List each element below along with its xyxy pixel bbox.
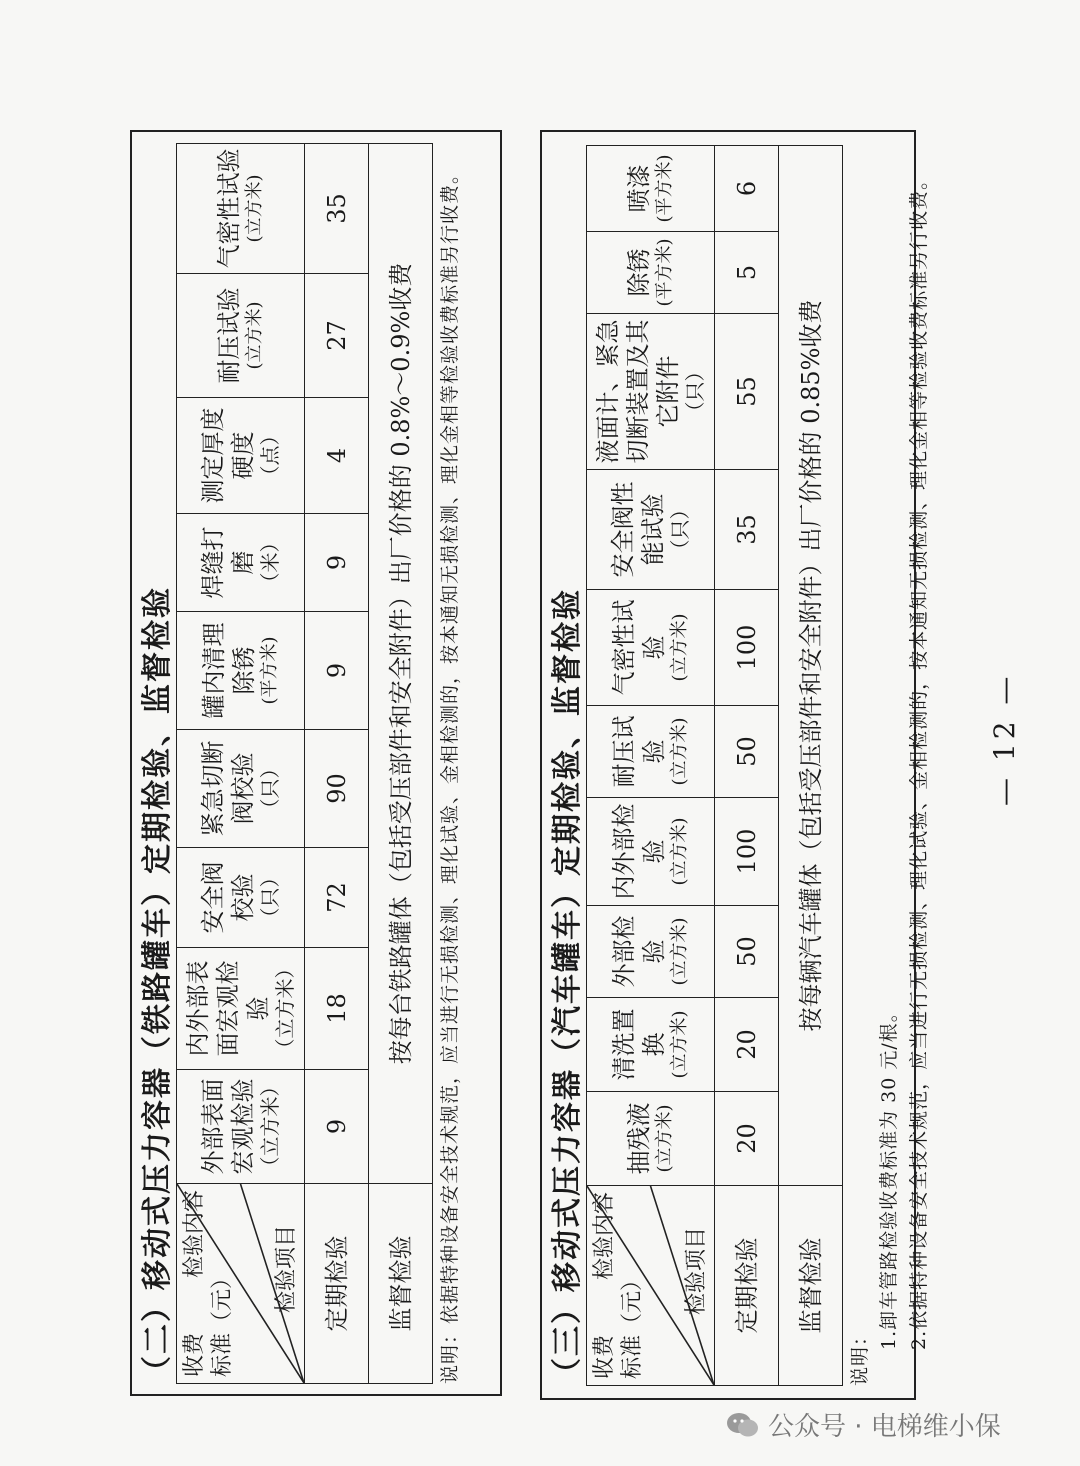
rail-val-4: 9	[305, 612, 369, 730]
truck-row1-label: 定期检验	[715, 1186, 779, 1386]
rail-title: （二）移动式压力容器（铁路罐车）定期检验、监督检验	[140, 586, 175, 1386]
rail-val-6: 4	[305, 398, 369, 514]
truck-header-1: 清洗置换 (立方米)	[587, 998, 715, 1092]
truck-val-7: 55	[715, 314, 779, 470]
truck-val-9: 6	[715, 146, 779, 232]
rail-header-4: 罐内清理除锈 (平方米)	[177, 612, 305, 730]
rail-corner-mid2: 标准（元）	[210, 1266, 235, 1377]
truck-val-0: 20	[715, 1092, 779, 1186]
truck-corner-mid1: 收费	[592, 1334, 617, 1379]
truck-val-6: 35	[715, 470, 779, 590]
wechat-icon	[726, 1412, 760, 1438]
truck-row-periodic	[715, 146, 779, 1386]
truck-note-2: 2.依据特种设备安全技术规范，应当进行无损检测、理化试验、金相检测的，按本通知无损检测、理化金相等检验收费标准另行收费。	[907, 169, 930, 1350]
rail-header-2: 安全阀校验 （只）	[177, 848, 305, 948]
truck-note-1: 1.卸车管路检验收费标准为 30 元/根。	[878, 1002, 901, 1350]
truck-header-9: 喷漆 (平方米)	[587, 146, 715, 232]
truck-row2-label: 监督检验	[779, 1186, 843, 1386]
rail-row2-label: 监督检验	[369, 1184, 433, 1384]
truck-corner-top: 检验内容	[592, 1192, 617, 1281]
truck-val-4: 50	[715, 706, 779, 798]
rail-val-0: 9	[305, 1070, 369, 1184]
rail-header-3: 紧急切断阀校验 （只）	[177, 730, 305, 848]
rail-val-3: 90	[305, 730, 369, 848]
truck-header-5: 气密性试验 (立方米)	[587, 590, 715, 706]
rail-row1-label: 定期检验	[305, 1184, 369, 1384]
truck-corner-bottom: 检验项目	[683, 1226, 709, 1315]
truck-header-4: 耐压试验 (立方米)	[587, 706, 715, 798]
truck-header-3: 内外部检验 (立方米)	[587, 798, 715, 906]
page-number: — 12 —	[988, 672, 1021, 806]
truck-header-8: 除锈 (平方米)	[587, 232, 715, 314]
truck-val-8: 5	[715, 232, 779, 314]
rail-header-row	[177, 144, 305, 1384]
rail-header-1: 内外部表面宏观检验 （立方米）	[177, 948, 305, 1070]
rail-val-5: 9	[305, 514, 369, 612]
truck-corner-mid2: 标准（元）	[620, 1268, 645, 1379]
rail-note: 说明：依据特种设备安全技术规范，应当进行无损检测、理化试验、金相检测的，按本通知无损检测、理化金相等检验收费标准另行收费。	[439, 163, 461, 1384]
rail-corner-top: 检验内容	[182, 1190, 207, 1279]
rail-header-7: 耐压试验 (立方米)	[177, 274, 305, 398]
truck-header-0: 抽残液 (立方米)	[587, 1092, 715, 1186]
rail-header-8: 气密性试验 (立方米)	[177, 144, 305, 274]
rail-val-7: 27	[305, 274, 369, 398]
truck-header-row	[587, 146, 715, 1386]
rail-val-2: 72	[305, 848, 369, 948]
truck-header-2: 外部检验 (立方米)	[587, 906, 715, 998]
rail-val-1: 18	[305, 948, 369, 1070]
truck-header-6: 安全阀性能试验 （只）	[587, 470, 715, 590]
truck-row-supervision	[779, 146, 843, 1386]
rail-header-5: 焊缝打磨 （米）	[177, 514, 305, 612]
watermark	[726, 1406, 1001, 1443]
truck-val-5: 100	[715, 590, 779, 706]
truck-title: （三）移动式压力容器（汽车罐车）定期检验、监督检验	[550, 588, 585, 1388]
truck-note	[846, 146, 934, 1386]
truck-val-3: 100	[715, 798, 779, 906]
rail-row-supervision	[369, 144, 433, 1384]
truck-note-head: 说明：	[849, 1325, 871, 1386]
truck-corner-cell	[587, 1186, 715, 1386]
truck-val-2: 50	[715, 906, 779, 998]
rail-corner-mid1: 收费	[182, 1332, 207, 1377]
rail-header-6: 测定厚度硬度 （点）	[177, 398, 305, 514]
rail-corner-cell	[177, 1184, 305, 1384]
rail-row-periodic	[305, 144, 369, 1384]
truck-val-1: 20	[715, 998, 779, 1092]
rail-row2-text: 按每台铁路罐体（包括受压部件和安全附件）出厂价格的 0.8%～0.9%收费	[369, 144, 433, 1184]
rail-val-8: 35	[305, 144, 369, 274]
rail-header-0: 外部表面宏观检验 （立方米）	[177, 1070, 305, 1184]
truck-table	[586, 145, 843, 1386]
rail-table	[176, 143, 433, 1384]
truck-row2-text: 按每辆汽车罐体（包括受压部件和安全附件）出厂价格的 0.85%收费	[779, 146, 843, 1186]
rail-corner-bottom: 检验项目	[273, 1224, 299, 1313]
truck-header-7: 液面计、紧急切断装置及其它附件 （只）	[587, 314, 715, 470]
watermark-text: 公众号 · 电梯维小保	[768, 1412, 1001, 1442]
